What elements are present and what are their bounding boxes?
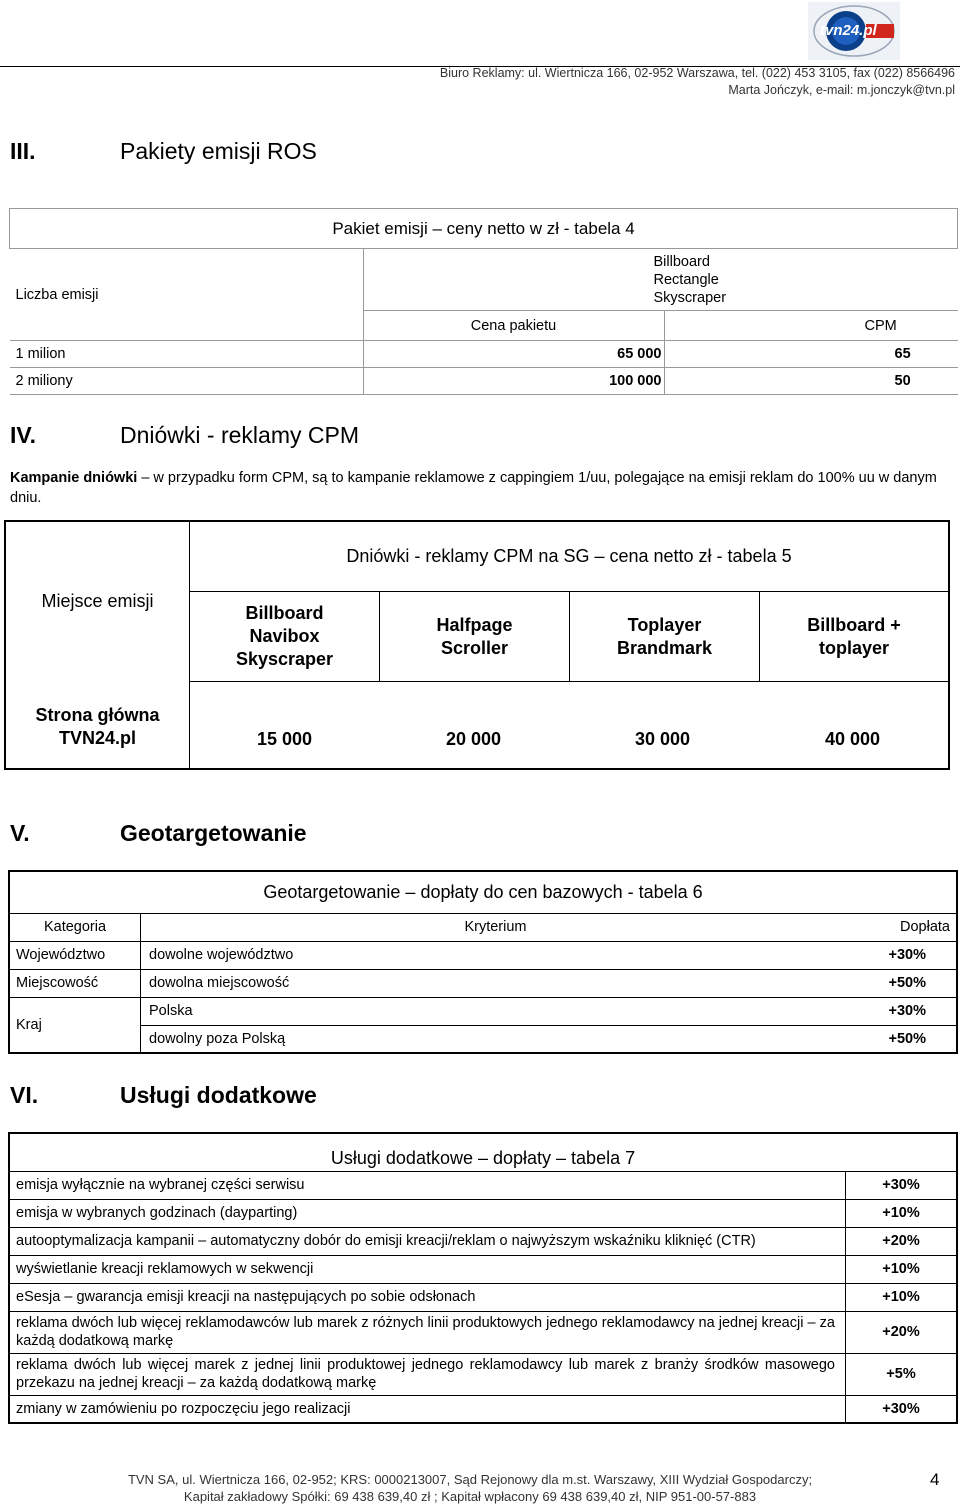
service-surcharge: +5% [846, 1353, 958, 1395]
page-number: 4 [930, 1470, 940, 1489]
row-surcharge: +50% [888, 1030, 926, 1047]
row-label: 1 milion [10, 341, 364, 368]
section-title: Geotargetowanie [120, 820, 307, 846]
col-cena-pakietu: Cena pakietu [363, 311, 664, 341]
service-surcharge: +10% [846, 1283, 958, 1311]
row-strona-glowna: Strona główna TVN24.pl [5, 681, 190, 769]
price-halfpage: 20 000 [445, 729, 502, 749]
service-surcharge: +20% [846, 1311, 958, 1353]
col-doplata: Dopłata [850, 913, 957, 941]
service-description: eSesja – gwarancja emisji kreacji na następujących po sobie odsłonach [9, 1283, 846, 1311]
header-halfpage: Halfpage Scroller [380, 591, 570, 681]
description-lead: Kampanie dniówki [10, 470, 138, 486]
header-toplayer: Toplayer Brandmark [570, 591, 760, 681]
header-billboard-navibox: Billboard Navibox Skyscraper [190, 591, 380, 681]
col-kryterium: Kryterium [141, 913, 851, 941]
service-description: autooptymalizacja kampanii – automatyczny dobór do emisji kreacji/reklam o najwyższym wskaźniku kliknięć (CTR) [9, 1227, 846, 1255]
service-description: reklama dwóch lub więcej reklamodawców lub marek z różnych linii produktowych jednego reklamodawcy na jednej kreacji – za każdą dodatkową markę [9, 1311, 846, 1353]
dniowki-description [10, 468, 950, 508]
table-4-caption: Pakiet emisji – ceny netto w zł - tabela 4 [332, 218, 635, 238]
section-number: V. [10, 820, 30, 846]
row-criterion: dowolna miejscowość [141, 969, 851, 997]
service-description: emisja wyłącznie na wybranej części serwisu [9, 1171, 846, 1199]
formats-header: Billboard Rectangle Skyscraper [363, 249, 958, 311]
table-7 [8, 1132, 958, 1424]
section-title: Usługi dodatkowe [120, 1082, 317, 1108]
header-address: Biuro Reklamy: ul. Wiertnicza 166, 02-952 Warszawa, tel. (022) 453 3105, fax (022) 8566496 [439, 66, 955, 80]
header-contact: Marta Jończyk, e-mail: m.jonczyk@tvn.pl [728, 83, 955, 97]
row-price: 100 000 [363, 368, 664, 395]
section-title: Dniówki - reklamy CPM [120, 422, 359, 448]
section-title: Pakiety emisji ROS [120, 138, 317, 164]
service-description: emisja w wybranych godzinach (dayparting) [9, 1199, 846, 1227]
service-description: zmiany w zamówieniu po rozpoczęciu jego realizacji [16, 1400, 351, 1417]
row-surcharge: +30% [850, 997, 957, 1025]
section-number: III. [10, 138, 36, 164]
service-surcharge: +30% [846, 1171, 958, 1199]
logo-text: tvn24.pl [820, 22, 877, 39]
service-description: reklama dwóch lub więcej marek z jednej linii produktowej jednego reklamodawcy lub marek z branży środków masowego przekazu na jednej kreacji – za każdą dodatkową markę [9, 1353, 846, 1395]
table-5 [4, 520, 950, 770]
col-miejsce-emisji: Miejsce emisji [5, 521, 190, 681]
price-billboard-toplayer: 40 000 [824, 729, 881, 749]
service-surcharge: +20% [846, 1227, 958, 1255]
section-vi-heading [0, 1082, 960, 1112]
description-text: – w przypadku form CPM, są to kampanie reklamowe z cappingiem 1/uu, polegające na emisji reklam do 100% uu w danym dniu. [10, 470, 937, 506]
row-cpm: 50 [664, 368, 958, 395]
row-criterion: dowolny poza Polską [149, 1030, 286, 1047]
footer-company: TVN SA, ul. Wiertnicza 166, 02-952; KRS: 0000213007, Sąd Rejonowy dla m.st. Warszawy, XIII Wydział Gospodarczy; [127, 1472, 813, 1487]
row-category: Miejscowość [9, 969, 141, 997]
row-category: Województwo [9, 941, 141, 969]
footer-capital: Kapitał zakładowy Spółki: 69 438 639,40 zł ; Kapitał wpłacony 69 438 639,40 zł, NIP 951-00-57-883 [183, 1489, 757, 1504]
price-billboard-navibox: 15 000 [256, 729, 313, 749]
col-liczba-emisji: Liczba emisji [10, 249, 364, 341]
row-label: 2 miliony [10, 368, 364, 395]
table-7-caption: Usługi dodatkowe – dopłaty – tabela 7 [9, 1133, 957, 1171]
col-cpm: CPM [664, 311, 958, 341]
table-5-caption: Dniówki - reklamy CPM na SG – cena netto zł - tabela 5 [190, 521, 950, 591]
row-category: Kraj [9, 997, 141, 1053]
section-number: VI. [10, 1082, 39, 1108]
table-4 [9, 208, 958, 395]
section-v-heading [0, 820, 960, 850]
row-surcharge: +50% [850, 969, 957, 997]
service-surcharge: +30% [846, 1395, 958, 1423]
row-criterion: Polska [141, 997, 851, 1025]
service-surcharge: +10% [846, 1255, 958, 1283]
service-description: wyświetlanie kreacji reklamowych w sekwencji [9, 1255, 846, 1283]
section-iii-heading [0, 138, 960, 168]
row-criterion: dowolne województwo [141, 941, 851, 969]
price-toplayer: 30 000 [634, 729, 691, 749]
section-iv-heading [0, 422, 960, 452]
col-kategoria: Kategoria [9, 913, 141, 941]
row-cpm: 65 [664, 341, 958, 368]
table-6-caption: Geotargetowanie – dopłaty do cen bazowych - tabela 6 [9, 871, 957, 913]
service-surcharge: +10% [846, 1199, 958, 1227]
section-number: IV. [10, 422, 37, 448]
table-6 [8, 870, 958, 1054]
header-billboard-toplayer: Billboard + toplayer [760, 591, 950, 681]
row-price: 65 000 [363, 341, 664, 368]
row-surcharge: +30% [850, 941, 957, 969]
